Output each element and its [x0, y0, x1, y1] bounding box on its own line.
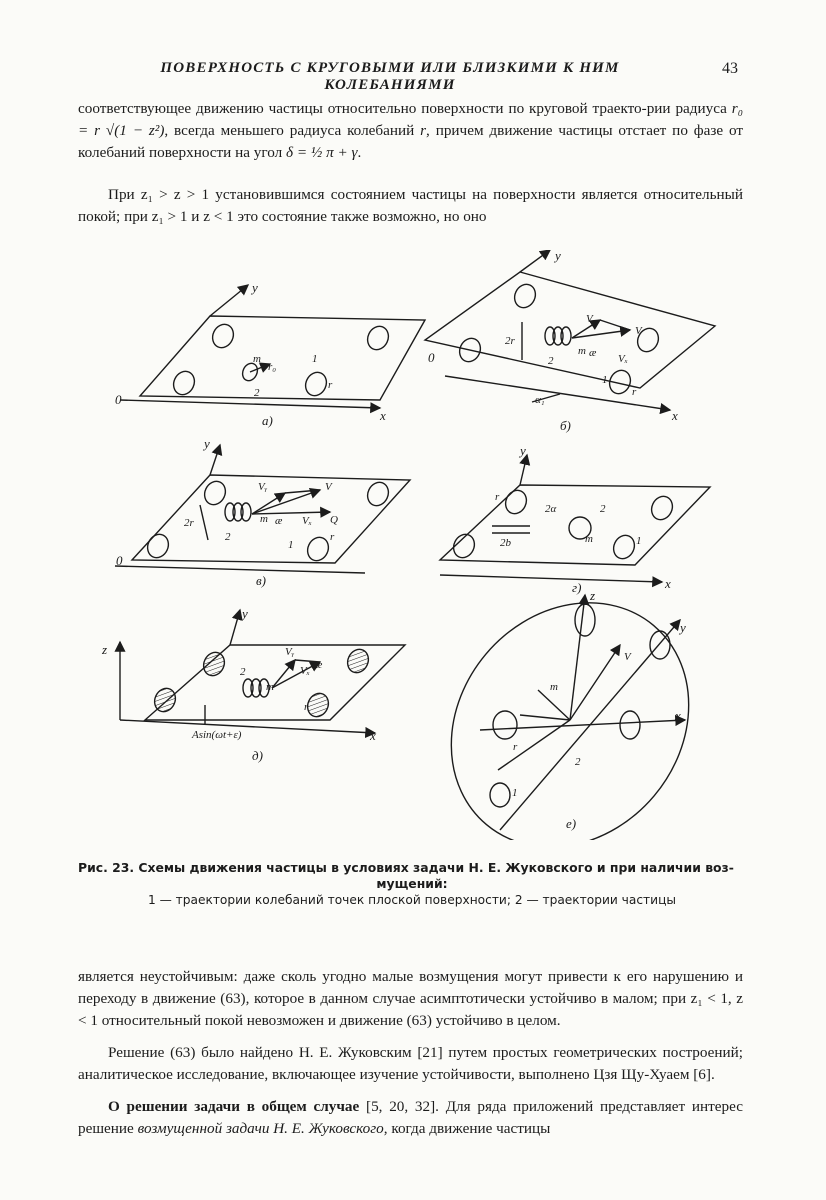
paragraph-5	[78, 1096, 743, 1140]
label-m: m	[260, 513, 268, 525]
label-r: r	[328, 379, 333, 391]
paragraph-5-italic: возмущенной задачи Н. Е. Жуковского	[137, 1120, 384, 1137]
label-vy: Vᵧ	[586, 313, 596, 325]
label-m: m	[550, 681, 558, 693]
label-x: x	[675, 708, 681, 723]
label-x: x	[370, 728, 376, 743]
label-o: 0	[428, 350, 435, 365]
label-two-b: 2b	[500, 537, 511, 549]
label-kappa: æ	[589, 347, 597, 359]
paragraph-3: является неустойчивым: даже сколь угодно малые возмущения могут привести к его нарушению и переходу в движение (63), которое в данном случае асимптотически устойчиво в малом; при z₁ < 1, z < 1 относительный покой невозможен и движение (63) устойчиво в целом.	[78, 968, 743, 1029]
figure-23	[80, 250, 760, 840]
label-one: 1	[288, 539, 294, 551]
label-r: r	[304, 701, 309, 713]
formula-r0: r₀ = r √(1 − z²)	[78, 100, 743, 139]
figure-legend: 1 — траектории колебаний точек плоской поверхности; 2 — траектории частицы	[147, 893, 676, 907]
panel-e	[402, 555, 738, 840]
figure-caption	[78, 860, 746, 892]
panel-b	[425, 250, 715, 410]
label-m: m	[578, 345, 586, 357]
label-o: 0	[116, 553, 123, 568]
panel-d	[120, 610, 405, 733]
symbol-r: r	[420, 122, 427, 139]
label-vx: Vₓ	[618, 353, 628, 365]
label-two: 2	[600, 503, 606, 515]
panel-label-e: е)	[566, 816, 577, 831]
label-vy: Vᵧ	[285, 646, 295, 658]
label-y: y	[204, 436, 210, 451]
panel-v	[115, 445, 410, 573]
figure-labels	[101, 250, 686, 831]
label-vx: Vₓ	[302, 515, 312, 527]
label-r: r	[632, 386, 637, 398]
label-two-r: 2r	[505, 335, 515, 347]
label-r0: r₀	[268, 361, 277, 373]
label-kappa: æ	[275, 515, 283, 527]
formula-delta: δ = ½ π + γ	[285, 144, 358, 161]
paragraph-5-text-a: [5, 20, 32]. Для ряда приложений представляет интерес решение	[78, 1098, 743, 1137]
label-y: y	[242, 606, 248, 621]
panel-a	[120, 285, 425, 408]
label-v: V	[624, 651, 631, 663]
label-two-alpha: 2α	[545, 503, 557, 515]
paragraph-1-text-c: , причем движение частицы отстает по фазе от колебаний поверхности на угол	[78, 122, 743, 161]
label-two-r: 2r	[184, 517, 194, 529]
label-two: 2	[548, 355, 554, 367]
label-x: x	[672, 408, 678, 423]
paragraph-1-text-b: , всегда меньшего радиуса колебаний	[164, 122, 421, 139]
page-number: 43	[722, 60, 738, 77]
label-y: y	[680, 620, 686, 635]
label-r: r	[330, 531, 335, 543]
label-one: 1	[512, 787, 518, 799]
paragraph-4: Решение (63) было найдено Н. Е. Жуковским [21] путем простых геометрических построений; аналитическое исследование, включающее изучение устойчивости, выполнено Цзя Щу-Хуаем [6].	[78, 1044, 743, 1083]
panel-g	[440, 455, 710, 582]
label-one: 1	[312, 353, 318, 365]
label-y: y	[520, 443, 526, 458]
label-v: V	[325, 481, 332, 493]
label-o: 0	[115, 392, 122, 407]
label-m: m	[253, 353, 261, 365]
section-run-in-heading: О решении задачи в общем случае	[108, 1098, 360, 1115]
running-header: ПОВЕРХНОСТЬ С КРУГОВЫМИ ИЛИ БЛИЗКИМИ К НИМ КОЛЕБАНИЯМИ	[160, 60, 620, 93]
label-v: V	[635, 325, 642, 337]
panel-label-v: в)	[256, 573, 266, 588]
label-r: r	[495, 491, 500, 503]
label-x: x	[665, 576, 671, 591]
panel-label-a: а)	[262, 413, 273, 428]
label-one: 1	[602, 374, 608, 386]
paragraph-5-text-b: , когда движение частицы	[383, 1120, 551, 1137]
caption-title-line1: Рис. 23. Схемы движения частицы в условиях задачи Н. Е. Жуковского и при наличии воз-	[78, 860, 734, 875]
label-vx: Vₓ	[300, 665, 310, 677]
label-one: 1	[636, 535, 642, 547]
label-r: r	[513, 741, 518, 753]
paragraph-1-end: .	[357, 144, 362, 161]
label-z: z	[102, 642, 108, 657]
paragraph-1	[78, 98, 743, 164]
label-y: y	[555, 250, 561, 263]
panel-label-d: д)	[252, 748, 263, 763]
label-kappa: æ	[315, 659, 323, 671]
label-m: m	[266, 681, 274, 693]
caption-title-line2: мущений:	[376, 876, 448, 891]
paragraph-1-text-a: соответствующее движению частицы относительно поверхности по круговой траекто-рии радиуса	[78, 100, 732, 117]
label-asin: Asin(ωt+ε)	[192, 729, 242, 741]
label-x: x	[380, 408, 386, 423]
label-two: 2	[575, 756, 581, 768]
panel-label-b: б)	[560, 418, 571, 433]
label-m: m	[585, 533, 593, 545]
label-q: Q	[330, 514, 338, 526]
label-two: 2	[254, 387, 260, 399]
label-z: z	[590, 588, 596, 603]
label-alpha1: α₁	[535, 394, 545, 406]
label-two: 2	[240, 666, 246, 678]
label-vy: Vᵧ	[258, 481, 268, 493]
panel-label-g: г)	[572, 580, 582, 595]
label-two: 2	[225, 531, 231, 543]
paragraph-2: При z₁ > z > 1 установившимся состоянием частицы на поверхности является относительный покой; при z₁ > 1 и z < 1 это состояние также возможно, но оно	[78, 186, 743, 225]
label-y: y	[252, 280, 258, 295]
